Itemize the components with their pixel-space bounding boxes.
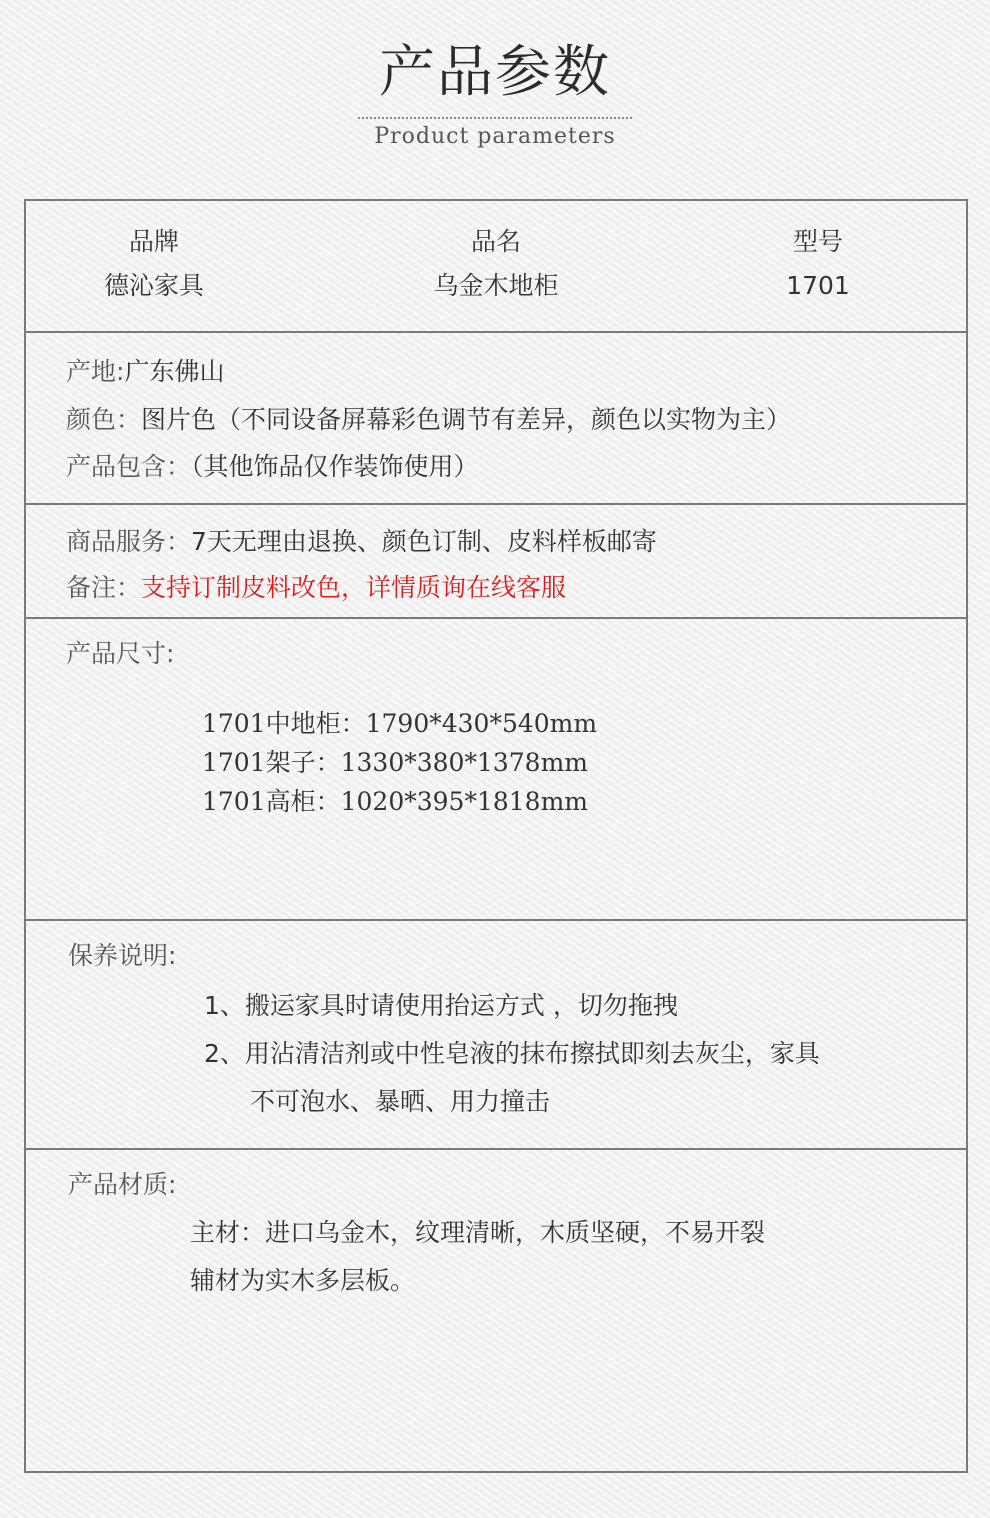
care-label xyxy=(68,939,176,973)
material-row xyxy=(26,1150,966,1471)
title-divider xyxy=(358,117,632,119)
size-item: 1701架子：1330*380*1378mm xyxy=(202,748,588,777)
origin-label: 产地: xyxy=(66,357,125,386)
service-line xyxy=(66,525,657,559)
contents-label: 产品包含： xyxy=(66,452,192,481)
page-subtitle: Product parameters xyxy=(374,124,616,149)
service-value: 7天无理由退换、颜色订制、皮料样板邮寄 xyxy=(191,527,657,556)
care-label-text: 保养说明: xyxy=(68,941,177,970)
note-line xyxy=(66,571,566,605)
brand-value: 德沁家具 xyxy=(103,271,204,300)
product-name-value: 乌金木地柜 xyxy=(433,271,559,300)
material-label xyxy=(68,1168,176,1202)
parameters-table xyxy=(24,199,968,1473)
brand-cell xyxy=(34,225,274,303)
contents-value: （其他饰品仅作装饰使用） xyxy=(191,452,479,481)
origin-color-row xyxy=(26,333,966,505)
basic-info-row xyxy=(26,201,966,333)
service-label: 商品服务： xyxy=(66,527,192,556)
page-header xyxy=(0,0,990,190)
care-item: 2、用沾清洁剂或中性皂液的抹布擦拭即刻去灰尘，家具 xyxy=(204,1039,820,1068)
product-name-cell xyxy=(376,225,616,303)
service-row xyxy=(26,505,966,619)
note-value: 支持订制皮料改色，详情质询在线客服 xyxy=(141,573,567,602)
brand-label: 品牌 xyxy=(128,227,179,256)
size-label-text: 产品尺寸: xyxy=(66,639,175,668)
size-item: 1701中地柜：1790*430*540mm xyxy=(202,709,598,738)
size-label xyxy=(66,637,174,671)
model-cell xyxy=(698,225,938,303)
contents-line xyxy=(66,450,479,484)
model-value: 1701 xyxy=(786,271,850,300)
care-item: 不可泡水、暴晒、用力撞击 xyxy=(250,1087,551,1116)
care-row xyxy=(26,921,966,1150)
model-label: 型号 xyxy=(792,227,843,256)
product-name-label: 品名 xyxy=(470,227,521,256)
care-item: 1、搬运家具时请使用抬运方式 ，切勿拖拽 xyxy=(204,991,678,1020)
material-label-text: 产品材质: xyxy=(68,1170,177,1199)
color-value: 图片色（不同设备屏幕彩色调节有差异，颜色以实物为主） xyxy=(141,405,792,434)
material-item: 主材：进口乌金木，纹理清晰，木质坚硬，不易开裂 xyxy=(190,1218,766,1247)
material-item: 辅材为实木多层板。 xyxy=(190,1266,416,1295)
size-row xyxy=(26,619,966,921)
origin-value: 广东佛山 xyxy=(124,357,225,386)
size-item: 1701高柜：1020*395*1818mm xyxy=(202,787,588,816)
color-label: 颜色： xyxy=(66,405,142,434)
color-line xyxy=(66,403,791,437)
origin-line xyxy=(66,355,224,389)
note-label: 备注： xyxy=(66,573,142,602)
page-title: 产品参数 xyxy=(379,40,611,105)
